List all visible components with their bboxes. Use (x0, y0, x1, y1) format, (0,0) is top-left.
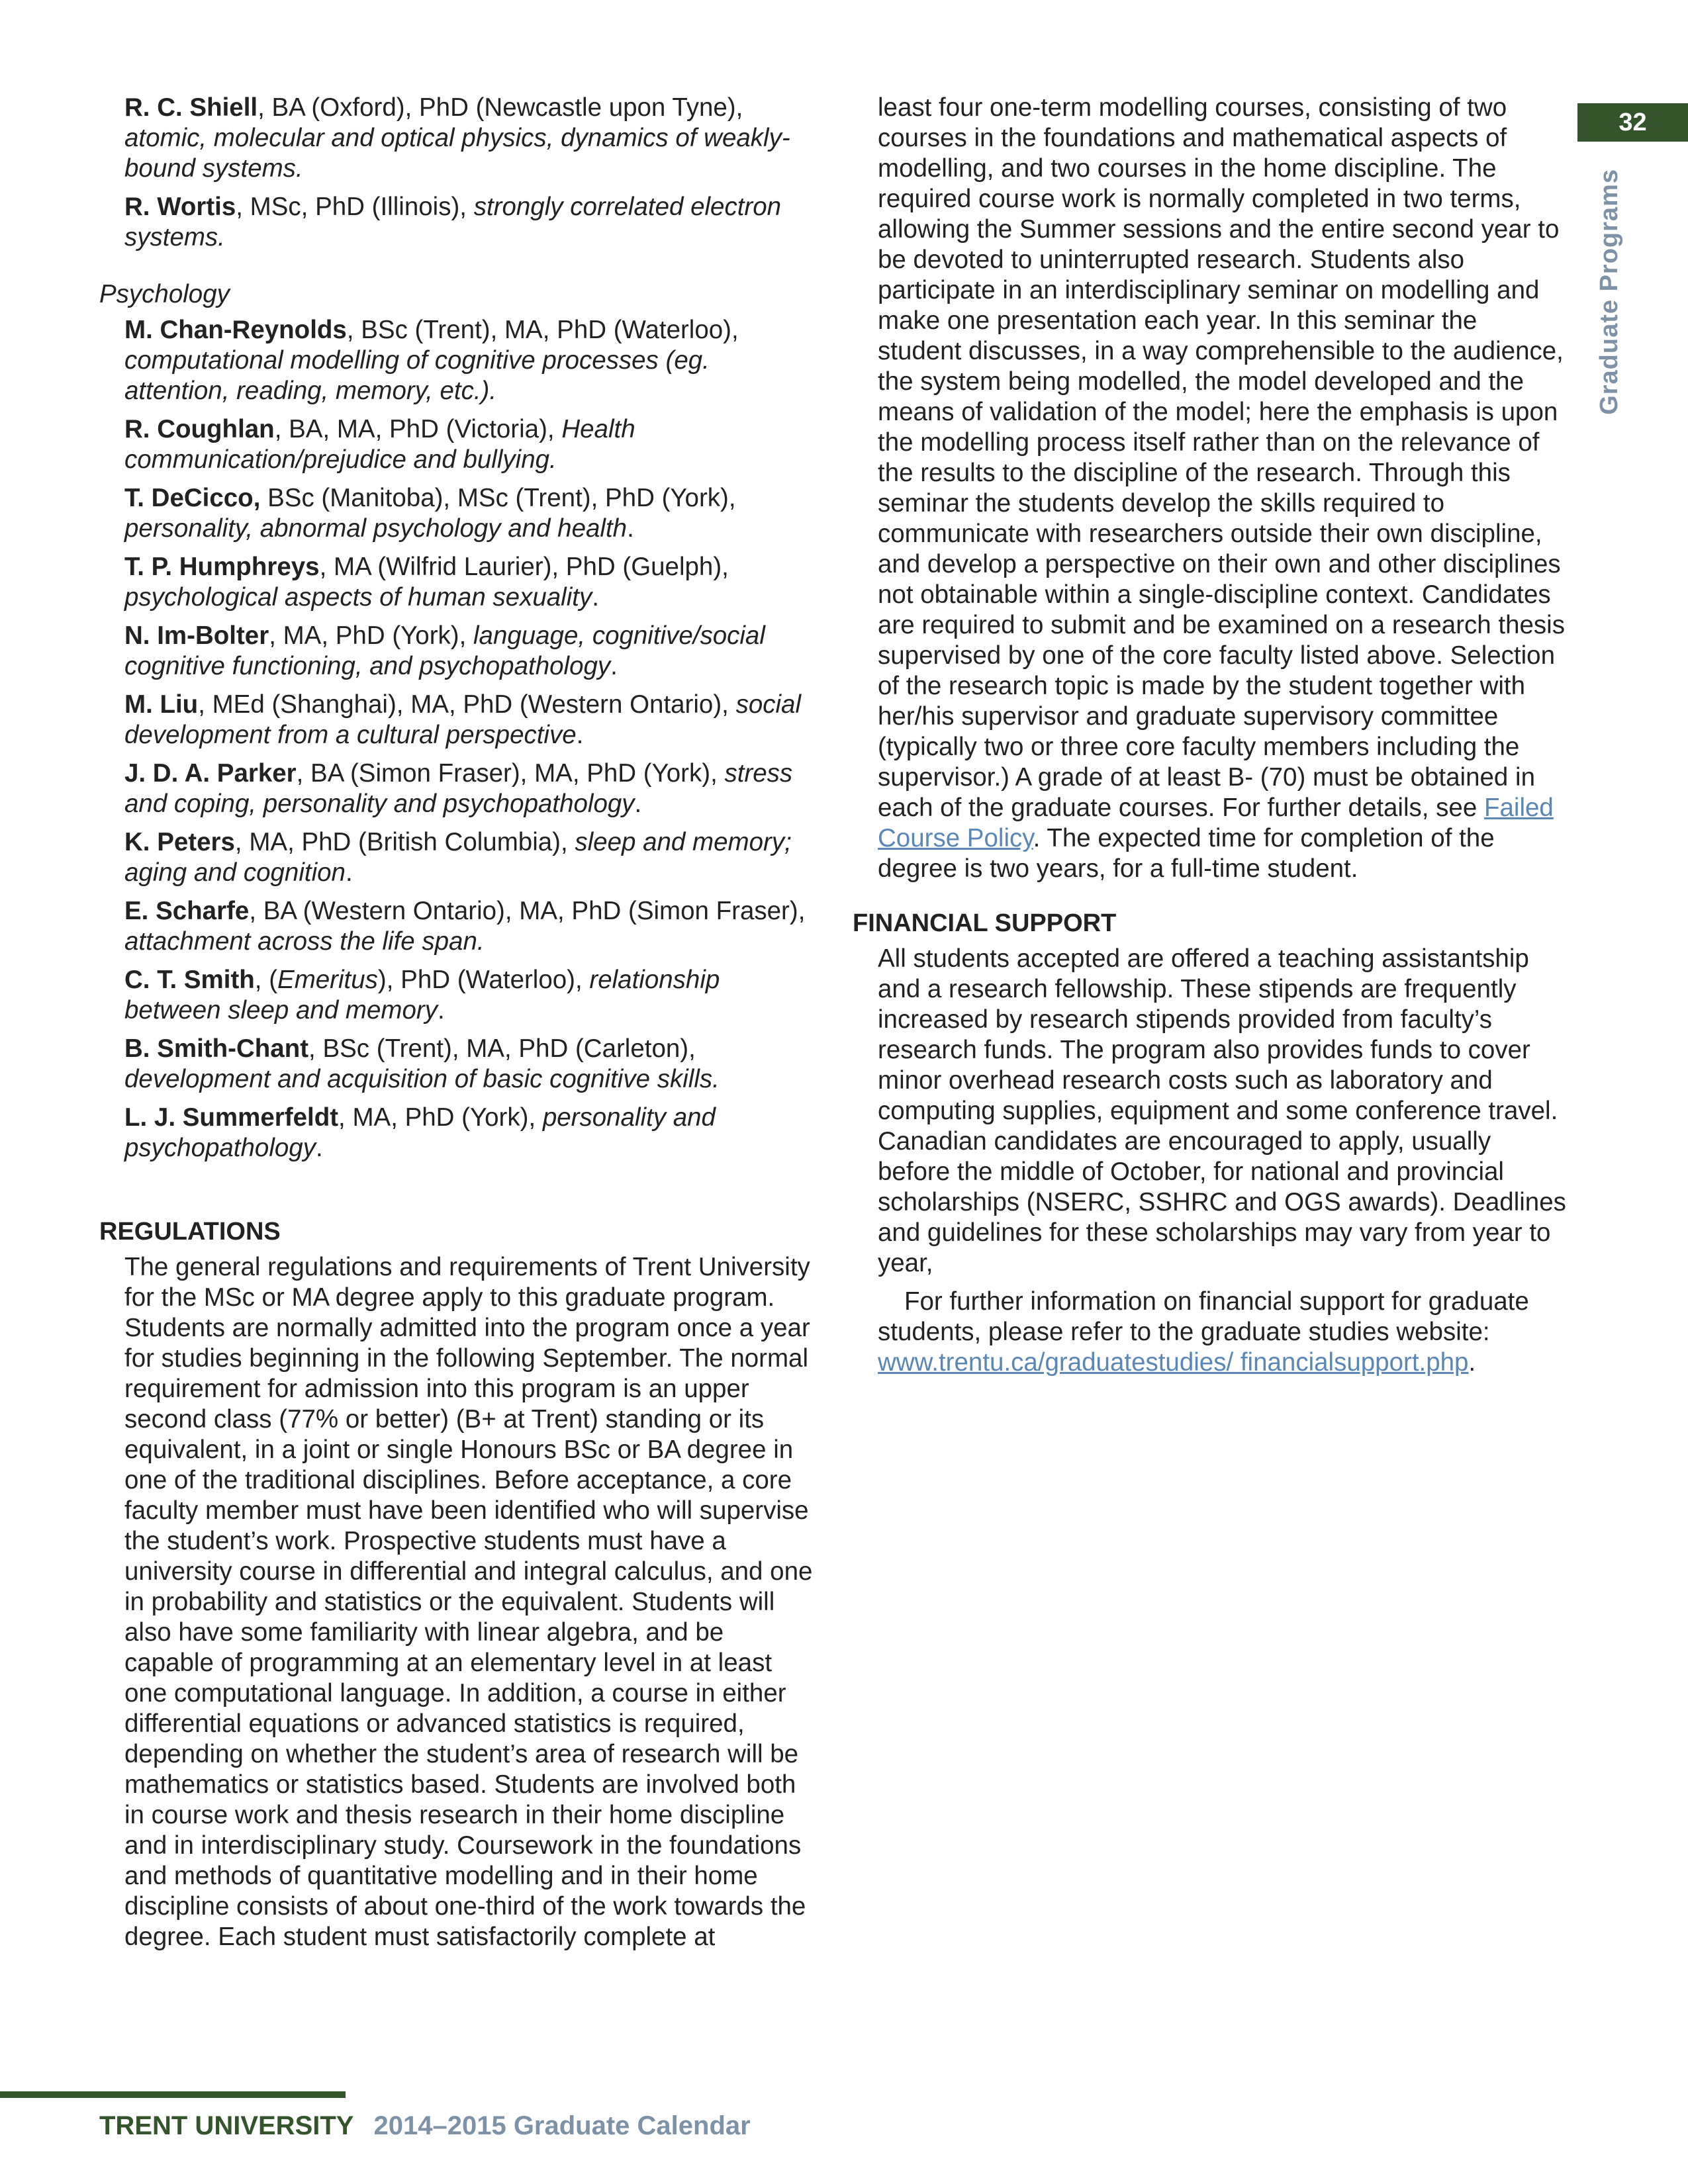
faculty-entry (99, 1034, 814, 1095)
footer (99, 2111, 751, 2141)
faculty-name: J. D. A. Parker (124, 759, 297, 788)
faculty-entry (99, 93, 814, 184)
left-column (99, 93, 814, 1952)
faculty-name: L. J. Summerfeldt (124, 1103, 339, 1132)
faculty-name: T. P. Humphreys (124, 553, 320, 581)
faculty-entry (99, 896, 814, 957)
faculty-entry: L. J. Summerfeldt, MA, PhD (York), personality and psychopathology. (124, 1103, 716, 1162)
faculty-credentials: , MSc, PhD (Illinois), (236, 193, 474, 221)
section-tab: Graduate Programs (1595, 169, 1623, 415)
faculty-credentials: , MA, PhD (York), (338, 1103, 543, 1132)
faculty-entry: C. T. Smith, (Emeritus), PhD (Waterloo), relationship between sleep and memory. (124, 966, 720, 1024)
regulations-heading: REGULATIONS (99, 1218, 281, 1246)
footer-rule (0, 2091, 346, 2098)
faculty-credentials: , BA (Western Ontario), MA, PhD (Simon Fraser), (249, 897, 806, 925)
faculty-name: T. DeCicco, (124, 484, 261, 512)
financial-support-heading: FINANCIAL SUPPORT (853, 909, 1117, 937)
faculty-research-area: development and acquisition of basic cognitive skills. (124, 1065, 720, 1093)
faculty-research-area: relationship between sleep and memory (124, 966, 720, 1024)
faculty-credentials: , BSc (Trent), MA, PhD (Waterloo), (346, 316, 739, 344)
faculty-name: R. Wortis (124, 193, 236, 221)
faculty-name: C. T. Smith (124, 966, 255, 994)
faculty-name: N. Im-Bolter (124, 621, 269, 650)
financial-support-info: For further information on financial support for graduate students, please refer to the graduate studies website: www.trentu.ca/graduatestudies/ financialsupport.php. (878, 1287, 1529, 1377)
faculty-research-area: stress and coping, personality and psychopathology (124, 759, 793, 818)
faculty-research-area: atomic, molecular and optical physics, dynamics of weakly- bound systems. (124, 124, 790, 183)
footer-university: TRENT UNIVERSITY (99, 2111, 354, 2140)
faculty-research-area: Health communication/prejudice and bullying. (124, 415, 635, 474)
faculty-entry: T. P. Humphreys, MA (Wilfrid Laurier), PhD (Guelph), psychological aspects of human sexuality. (124, 553, 729, 612)
faculty-name: R. C. Shiell (124, 93, 258, 122)
faculty-entry: M. Liu, MEd (Shanghai), MA, PhD (Western Ontario), social development from a cultural perspective. (124, 690, 801, 749)
faculty-credentials: , MA, PhD (York), (269, 621, 473, 650)
faculty-credentials: , MA, PhD (British Columbia), (234, 828, 575, 856)
regulations-body: The general regulations and requirements of Trent University for the MSc or MA degree apply to this graduate program. Students are normally admitted into the program once a year for studies beginning in the following September. The normal requirement for admission into this program is an upper second class (77% or better) (B+ at Trent) standing or its equivalent, in a joint or single Honours BSc or BA degree in one of the traditional disciplines. Before acceptance, a core faculty member must have been identified who will supervise the student’s work. Prospective students must have a university course in differential and integral calculus, and one in probability and statistics or the equivalent. Students will also have some familiarity with linear algebra, and be capable of programming at an elementary level in at least one computational language. In addition, a course in either differential equations or advanced statistics is required, depending on whether the student’s area of research will be mathematics or statistics based. Students are involved both in course work and thesis research in their home discipline and in interdisciplinary study. Coursework in the foundations and methods of quantitative modelling and in their home discipline consists of about one-third of the work towards the degree. Each student must satisfactorily complete at (124, 1253, 813, 1951)
faculty-research-area: computational modelling of cognitive processes (eg. attention, reading, memory, etc.). (124, 346, 710, 405)
regulations-continued: least four one-term modelling courses, consisting of two courses in the foundations and mathematical aspects of modelling, and two courses in the home discipline. The required course work is normally completed in two terms, allowing the Summer sessions and the entire second year to be devoted to uninterrupted research. Students also participate in an interdisciplinary seminar on modelling and make one presentation each year. In this seminar the student discusses, in a way comprehensible to the audience, the system being modelled, the model developed and the means of validation of the model; here the emphasis is upon the modelling process itself rather than on the relevance of the results to the discipline of the research. Through this seminar the students develop the skills required to communicate with researchers outside their own discipline, and develop a perspective on their own and other disciplines not obtainable within a single-discipline context. Candidates are required to submit and be examined on a research thesis supervised by one of the core faculty listed above. Selection of the research topic is made by the student together with her/his supervisor and graduate supervisory committee (typically two or three core faculty members including the supervisor.) A grade of at least B- (70) must be obtained in each of the graduate courses. For further details, see Failed Course Policy. The expected time for completion of the degree is two years, for a full-time student. (878, 93, 1565, 883)
faculty-credentials: , MA (Wilfrid Laurier), PhD (Guelph), (319, 553, 729, 581)
faculty-name: E. Scharfe (124, 897, 250, 925)
footer-calendar: 2014–2015 Graduate Calendar (373, 2111, 751, 2140)
faculty-research-area: attachment across the life span. (124, 927, 485, 956)
faculty-research-area: sleep and memory; aging and cognition (124, 828, 792, 887)
faculty-entry: K. Peters, MA, PhD (British Columbia), sleep and memory; aging and cognition. (124, 828, 792, 887)
faculty-name: M. Liu (124, 690, 199, 719)
faculty-credentials: , MEd (Shanghai), MA, PhD (Western Ontario), (198, 690, 736, 719)
faculty-entry: T. DeCicco, BSc (Manitoba), MSc (Trent), PhD (York), personality, abnormal psychology and health. (124, 484, 736, 543)
faculty-credentials: , ( (254, 966, 278, 994)
faculty-name: M. Chan-Reynolds (124, 316, 347, 344)
faculty-emeritus: Emeritus (277, 966, 378, 994)
faculty-research-area: personality and psychopathology (124, 1103, 716, 1162)
faculty-name: B. Smith-Chant (124, 1034, 309, 1063)
faculty-name: R. Coughlan (124, 415, 275, 443)
faculty-entry: J. D. A. Parker, BA (Simon Fraser), MA, PhD (York), stress and coping, personality and psychopathology. (124, 759, 793, 818)
faculty-credentials: BSc (Manitoba), MSc (Trent), PhD (York), (260, 484, 736, 512)
faculty-credentials: , BA (Oxford), PhD (Newcastle upon Tyne), (258, 93, 743, 122)
faculty-research-area: language, cognitive/social cognitive functioning, and psychopathology (124, 621, 765, 680)
faculty-credentials: , BSc (Trent), MA, PhD (Carleton), (308, 1034, 696, 1063)
faculty-credentials: , BA, MA, PhD (Victoria), (274, 415, 562, 443)
financial-support-body: All students accepted are offered a teaching assistantship and a research fellowship. These stipends are frequently increased by research stipends provided from faculty’s research funds. The program also provides funds to cover minor overhead research costs such as laboratory and computing supplies, equipment and some conference travel. Canadian candidates are encouraged to apply, usually before the middle of October, for national and provincial scholarships (NSERC, SSHRC and OGS awards). Deadlines and guidelines for these scholarships may vary from year to year, (878, 944, 1566, 1277)
faculty-entry (99, 414, 814, 475)
financial-support-link[interactable]: www.trentu.ca/graduatestudies/ financialsupport.php (878, 1348, 1469, 1377)
faculty-research-area: strongly correlated electron systems. (124, 193, 782, 251)
faculty-credentials: , BA (Simon Fraser), MA, PhD (York), (296, 759, 725, 788)
faculty-name: K. Peters (124, 828, 235, 856)
failed-course-policy-link[interactable]: Failed Course Policy (878, 794, 1554, 852)
page-number: 32 (1577, 103, 1688, 142)
faculty-entry: N. Im-Bolter, MA, PhD (York), language, cognitive/social cognitive functioning, and psychopathology. (124, 621, 765, 680)
right-column (853, 93, 1568, 1378)
faculty-research-area: psychological aspects of human sexuality (124, 583, 592, 612)
department-heading: Psychology (99, 280, 230, 308)
faculty-entry (99, 192, 814, 253)
faculty-research-area: social development from a cultural perspective (124, 690, 801, 749)
faculty-research-area: personality, abnormal psychology and health (124, 514, 628, 543)
faculty-entry (99, 315, 814, 406)
